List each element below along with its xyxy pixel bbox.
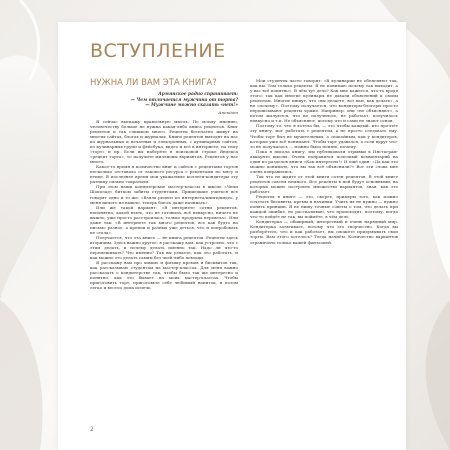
left-column — [90, 78, 238, 290]
paragraph: Поэтому то, что я хотела бы, — это чтобы каждый, кто прочтёт эту книгу, мог работать с рецептом, а не просто следовать ему. Чтобы торт был не мучительным, а спокойным, как у кондитеров, которые уже всё понимают. Чтобы торт удавался, а если вдруг что-то не получилось — можно было понять, почему. — [250, 123, 398, 149]
paragraph: Я сейчас выскажу крамольную мысль. По моему мнению, человечеству больше не нужна какая-либо книга рецептов. Книг рецептов и так слишком много. Рецепты бесплатно живут на многих сайтах, блогах и журналах. Книги рецептов выходят на нас из журнальных и печатных и электронных, с кулинарных сайтов, из кулинарных групп и фейсбука, видео и всё в интернете, на тему «торт» и пр. Если вы наберёте в поисковой строке Яндекса «рецепт торта», то получите миллионы вариантов. Рецептов у нас много. — [90, 118, 238, 165]
epigraph-line: — Чем отличается мужчина от торта? — [130, 97, 238, 103]
paragraph: Мои студенты часто говорят: «В кулинарии не объясняют так, как вы. Там только рецепты. Я не понимаю почему так выходит, а у вас всё понятно». В чём тут дело? Как мне кажется, что-то вроде этого: так как многие кулинары не давали объяснений к своим рецептам. Многие пишут, что «вы делаете, вот вам, как делать», а не «почему». Поэтому получается, что кондитеры-блогеры просто переписывают рецепты чужие. Например, они «не объясняют», а потом жалуются, что не получилось, не работает, получилось невкусно и т.п. Не объясняют, потому что и сами не знают основ. — [250, 78, 398, 124]
paragraph: Рецепты в книге — это, скорее, примеры того, как можно сочетать бисквиты, кремы и начинки. Учить их не нужно — нужно понять принцип. Я не пишу точные советы о том, что делать при каждой ошибке, но рассказываю, что происходит, поэтому, когда что-то пойдёт не так, вы поймёте, в чём дело. — [250, 194, 398, 220]
epigraph-line: — Мужчине можно сказать «нет!» — [145, 103, 238, 109]
epigraph-line: Армянское радио спрашивает: — [158, 92, 238, 97]
right-column — [250, 78, 398, 245]
chapter-title: ВСТУПЛЕНИЕ — [90, 40, 226, 62]
page-number: 2 — [90, 426, 94, 433]
paragraph: Так что не ждите от этой книги сотен рецептов. В этой книге рецептов совсем немного. Все рецепты в ней будут основными, на которых можно построить множество вариантов, зная, как это работает. — [250, 173, 398, 195]
paragraph: Кондитерка — обширный, интересный и очень нарядный мир. Кондитерка затягивает, потому что это творчество. Когда вы разберётесь, что и как работает, вы сможете придумывать свои торты. Вам этого хотелось? Тогда начнём. Количество вариантов ограничено только вашей фантазией. — [250, 219, 398, 245]
section-heading: НУЖНА ЛИ ВАМ ЭТА КНИГА? — [90, 78, 217, 88]
paragraph: Пока я писала книгу, мы публиковали отрывки в Инстаграм-аккаунте школы. Очень понравился полезный комментарий на один из разделов книги «Как интересно!» И ещё один: «Да как это можно понимать, что вы так всё объяснили?» Вот эти слова мне очень понравились. — [250, 148, 398, 174]
paragraph: При этом наши кондитерские мастер-классы в школе «Чили Шоколад» битком забиты студентами. Пришедшие учиться все говорят одно и то же: «Взяла рецепт из интернета/книги/видео, у меня ничего не вышло, теперь боюсь даже начинать». — [90, 184, 238, 205]
paragraph: Или же такой вариант: «В интернете сотни рецептов, непонятно, какой взять, что не готовила, всё невкусно, ничего не вышло, уже просто расстроилась, только продукты перевела». Или даже так: «В интернете так много рецептов, все как будто на письмо разное, а кремов и разных уже деться, что и попробовать не стала». — [90, 204, 238, 235]
paragraph: Получается, что эта книга — не книга рецептов. Рецепты здесь вторичны. Здесь важно другое: я расскажу вам, как устроено, что с этим делать, и почему делать именно так. Надо ли что-то перемешивать? Что именно? Так вы узнаете, как это работать, и как можно это делать самим без чьей-либо помощи. — [90, 234, 238, 261]
epigraph-source: Анекдот — [218, 109, 238, 115]
paragraph: Я расскажу вам про химию и физику кремов и бисквитов так, как рассказываю студентам на мастер-классах. Для меня важно рассказать о кондитерстве так, чтобы было так же интересно и понятно, как это бывает на моих мастер-классах. Чтобы приготовить торт, приготовьте себе любимый напиток, и потом легко и весело дома испечь. — [90, 260, 238, 291]
epigraph — [90, 92, 238, 115]
paragraph: Какое-то время я количество книг и сайтов с рецептами тортов несколько отставало от такового ресурса с рецептами по мясу и птице. В последнее время мои уважаемые коллеги-кондитеры эту разницу сильно сократили. — [90, 164, 238, 185]
